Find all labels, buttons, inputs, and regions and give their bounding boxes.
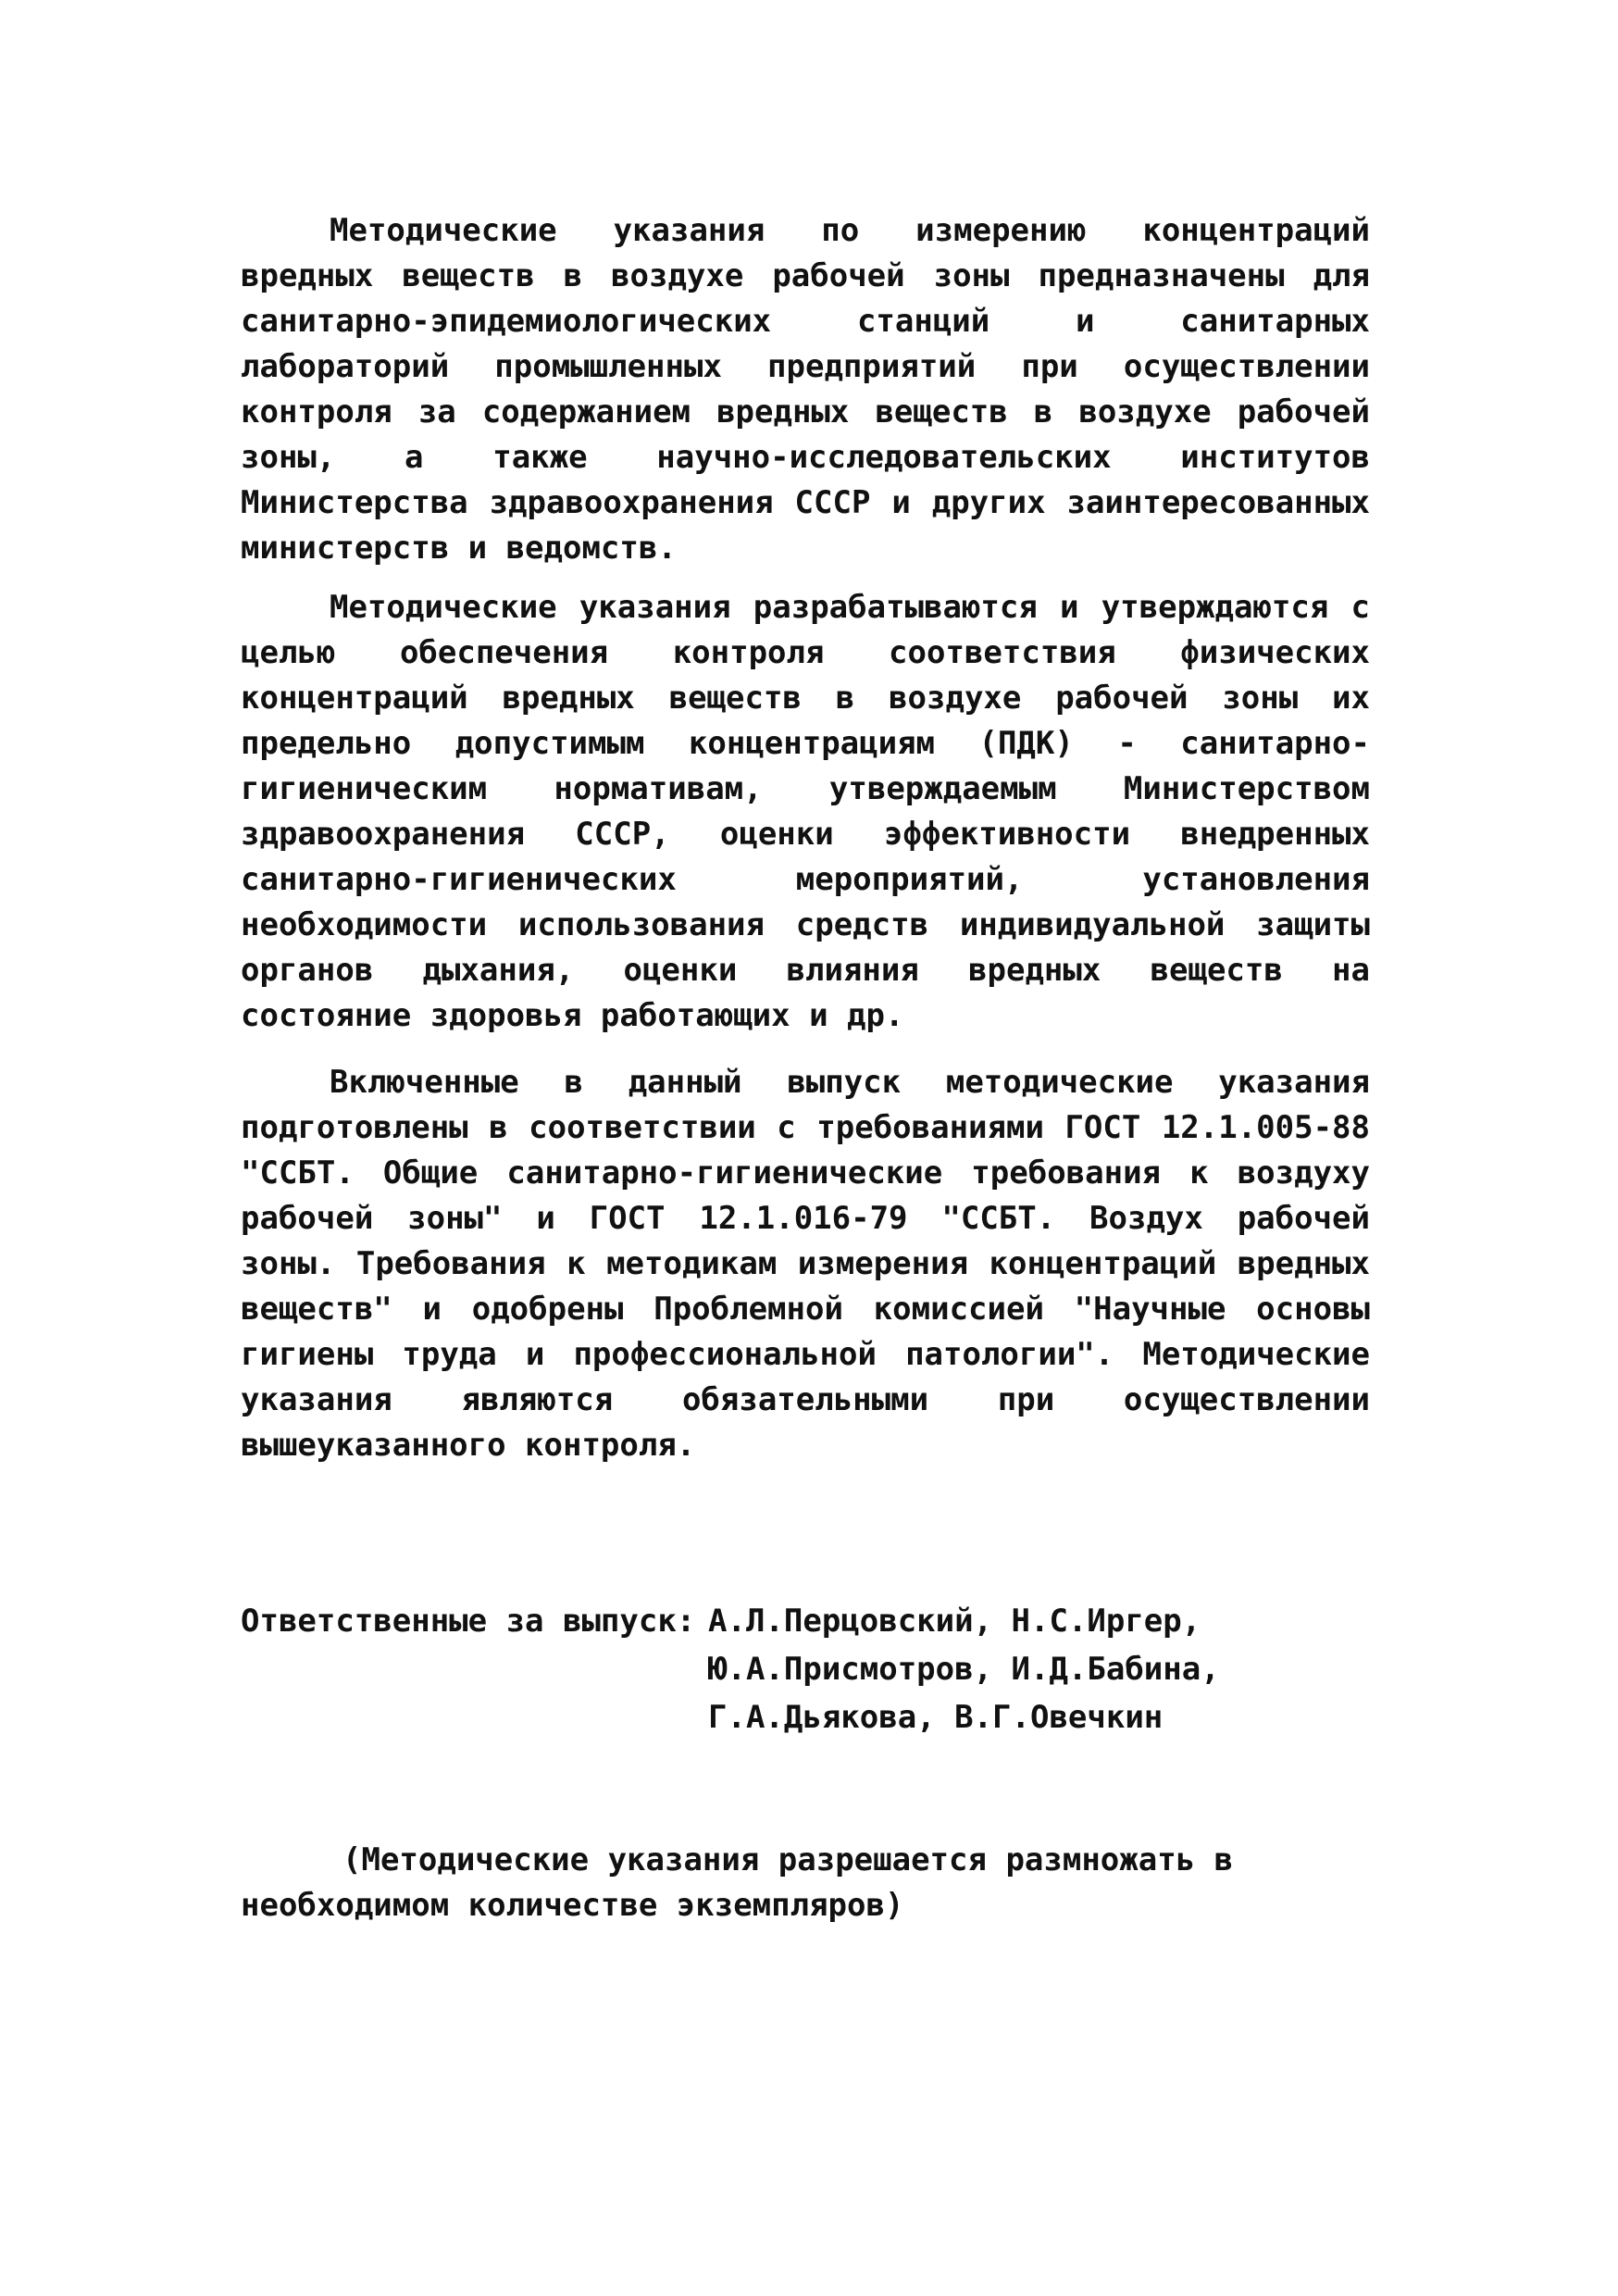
paragraph-purpose	[241, 208, 1370, 571]
paragraph-text: Включенные в данный выпуск методические указания подготовлены в соответствии с требованиями ГОСТ 12.1.005-88 "ССБТ. Общие санитарно-гигиенические требования к воздуху рабочей зоны" и ГОСТ 12.1.016-79 "ССБТ. Воздух рабочей зоны. Требования к методикам измерения концентраций вредных веществ" и одобрены Проблемной комиссией "Научные основы гигиены труда и профессиональной патологии". Методические указания являются обязательными при осуществлении вышеуказанного контроля.	[241, 1064, 1370, 1464]
responsible-block	[241, 1597, 1370, 1741]
paragraph-standards	[241, 1060, 1370, 1468]
paragraph-text: Методические указания по измерению концентраций вредных веществ в воздухе рабочей зоны предназначены для санитарно-эпидемиологических станций и санитарных лабораторий промышленных предприятий при осуществлении контроля за содержанием вредных веществ в воздухе рабочей зоны, а также научно-исследовательских институтов Министерства здравоохранения СССР и других заинтересованных министерств и ведомств.	[241, 212, 1370, 567]
paragraph-text: Методические указания разрабатываются и утверждаются с целью обеспечения контроля соответствия физических концентраций вредных веществ в воздухе рабочей зоны их предельно допустимым концентрациям (ПДК) - санитарно-гигиеническим нормативам, утверждаемым Министерством здравоохранения СССР, оценки эффективности внедренных санитарно-гигиенических мероприятий, установления необходимости использования средств индивидуальной защиты органов дыхания, оценки влияния вредных веществ на состояние здоровья работающих и др.	[241, 589, 1370, 1034]
responsible-name-line: А.Л.Перцовский, Н.С.Иргер,	[708, 1603, 1201, 1640]
responsible-names	[708, 1597, 1347, 1741]
reproduction-note: (Методические указания разрешается размножать в необходимом количестве экземпляров)	[241, 1841, 1234, 1924]
paragraph-goals	[241, 585, 1370, 1039]
responsible-name-line: Ю.А.Присмотров, И.Д.Бабина,	[708, 1651, 1220, 1688]
responsible-label: Ответственные за выпуск:	[241, 1603, 696, 1640]
responsible-name-line: Г.А.Дьякова, В.Г.Овечкин	[708, 1699, 1164, 1736]
